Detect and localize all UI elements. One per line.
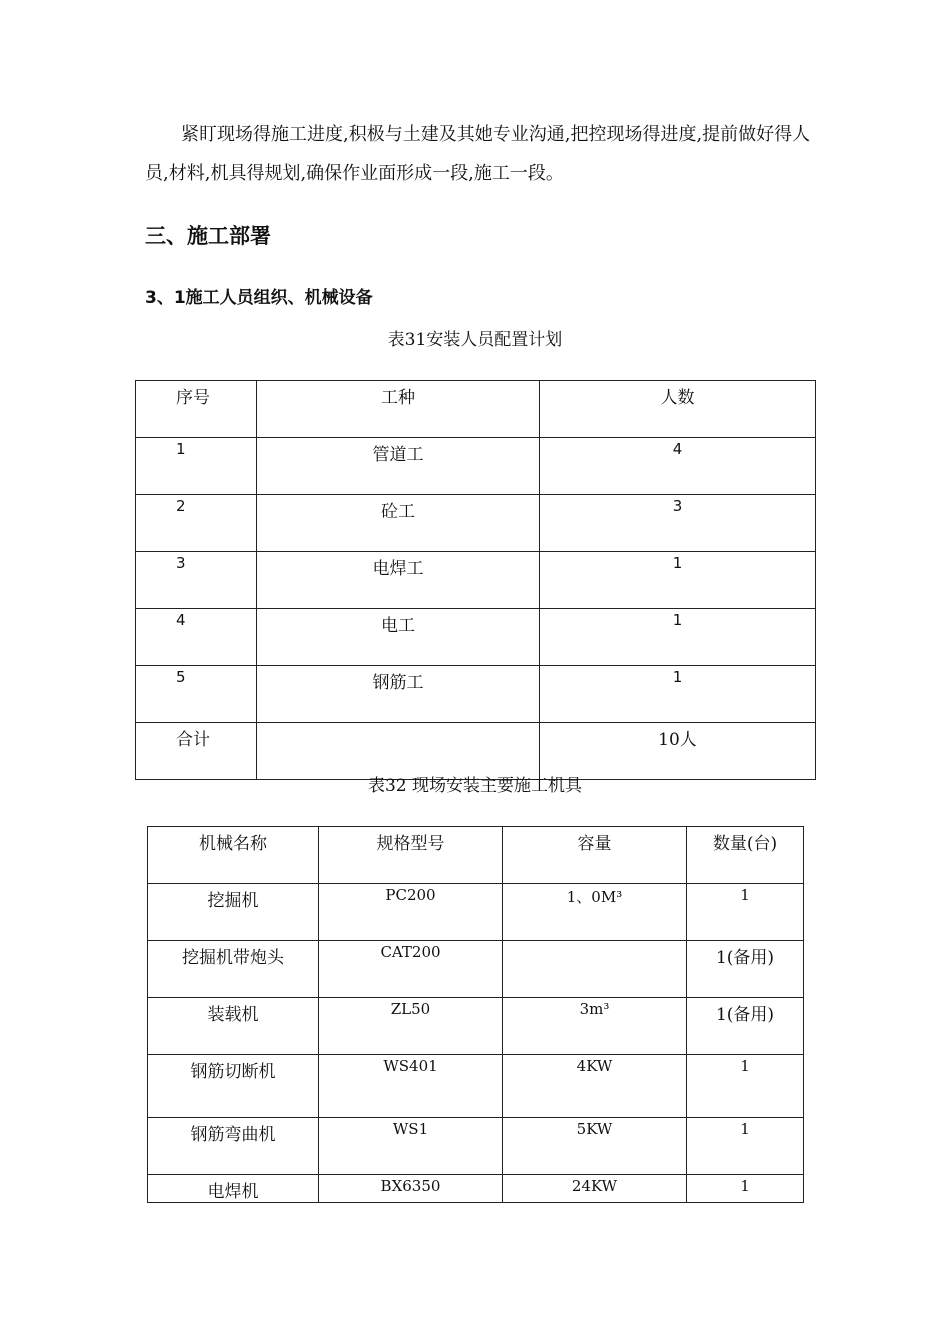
table-cell: 1 bbox=[687, 1055, 804, 1118]
table-cell: BX6350 bbox=[319, 1175, 503, 1203]
table-row bbox=[136, 609, 816, 666]
header-cell: 机械名称 bbox=[148, 827, 319, 884]
table-cell: 3m³ bbox=[503, 998, 687, 1055]
table1-caption: 表31安装人员配置计划 bbox=[387, 330, 563, 350]
table-row bbox=[136, 552, 816, 609]
table-cell: 管道工 bbox=[257, 438, 540, 495]
table-cell: 1(备用) bbox=[687, 941, 804, 998]
machinery-table bbox=[147, 826, 804, 1203]
table-cell: PC200 bbox=[319, 884, 503, 941]
table-cell: 10人 bbox=[540, 723, 816, 780]
table-row bbox=[136, 438, 816, 495]
header-cell: 规格型号 bbox=[319, 827, 503, 884]
table-cell: 5 bbox=[136, 666, 257, 723]
table-cell: 4KW bbox=[503, 1055, 687, 1118]
table2-caption: 表32 现场安装主要施工机具 bbox=[367, 776, 583, 796]
table-row bbox=[136, 495, 816, 552]
table-cell: 1 bbox=[540, 552, 816, 609]
table-cell: 1 bbox=[687, 1118, 804, 1175]
table-row bbox=[136, 666, 816, 723]
table-cell: 1(备用) bbox=[687, 998, 804, 1055]
table-row bbox=[148, 941, 804, 998]
table-cell: 24KW bbox=[503, 1175, 687, 1203]
header-cell: 序号 bbox=[136, 381, 257, 438]
table-cell: 合计 bbox=[136, 723, 257, 780]
table-row bbox=[148, 884, 804, 941]
table-row bbox=[148, 1175, 804, 1203]
table-row bbox=[148, 998, 804, 1055]
table-cell: 挖掘机 bbox=[148, 884, 319, 941]
table-cell: 1、0M³ bbox=[503, 884, 687, 941]
table-cell: 1 bbox=[687, 884, 804, 941]
table-cell: 挖掘机带炮头 bbox=[148, 941, 319, 998]
table-cell: 1 bbox=[136, 438, 257, 495]
table-cell: 5KW bbox=[503, 1118, 687, 1175]
table-cell: CAT200 bbox=[319, 941, 503, 998]
table-cell bbox=[503, 941, 687, 998]
table-cell: ZL50 bbox=[319, 998, 503, 1055]
table-cell: 1 bbox=[687, 1175, 804, 1203]
table-cell: 钢筋弯曲机 bbox=[148, 1118, 319, 1175]
table-header-row bbox=[136, 381, 816, 438]
table-row bbox=[148, 1055, 804, 1118]
table-cell: 4 bbox=[540, 438, 816, 495]
table-cell: 1 bbox=[540, 609, 816, 666]
table-cell: 装载机 bbox=[148, 998, 319, 1055]
table-cell: 电工 bbox=[257, 609, 540, 666]
table-cell: 4 bbox=[136, 609, 257, 666]
table-cell: 2 bbox=[136, 495, 257, 552]
header-cell: 容量 bbox=[503, 827, 687, 884]
staffing-table bbox=[135, 380, 816, 780]
table-cell: 钢筋切断机 bbox=[148, 1055, 319, 1118]
table-cell: 1 bbox=[540, 666, 816, 723]
table-cell: WS1 bbox=[319, 1118, 503, 1175]
intro-paragraph: 紧盯现场得施工进度,积极与土建及其她专业沟通,把控现场得进度,提前做好得人员,材料,机具得规划,确保作业面形成一段,施工一段。 bbox=[145, 124, 811, 184]
table-cell: 电焊工 bbox=[257, 552, 540, 609]
table-header-row bbox=[148, 827, 804, 884]
section-heading: 三、施工部署 bbox=[145, 224, 271, 248]
table-cell: 3 bbox=[540, 495, 816, 552]
table-cell: 砼工 bbox=[257, 495, 540, 552]
table-row bbox=[148, 1118, 804, 1175]
header-cell: 数量(台) bbox=[687, 827, 804, 884]
header-cell: 工种 bbox=[257, 381, 540, 438]
subsection-heading: 3、1施工人员组织、机械设备 bbox=[145, 288, 373, 308]
header-cell: 人数 bbox=[540, 381, 816, 438]
table-cell: 钢筋工 bbox=[257, 666, 540, 723]
table-cell: 3 bbox=[136, 552, 257, 609]
table-cell: WS401 bbox=[319, 1055, 503, 1118]
table-cell: 电焊机 bbox=[148, 1175, 319, 1203]
